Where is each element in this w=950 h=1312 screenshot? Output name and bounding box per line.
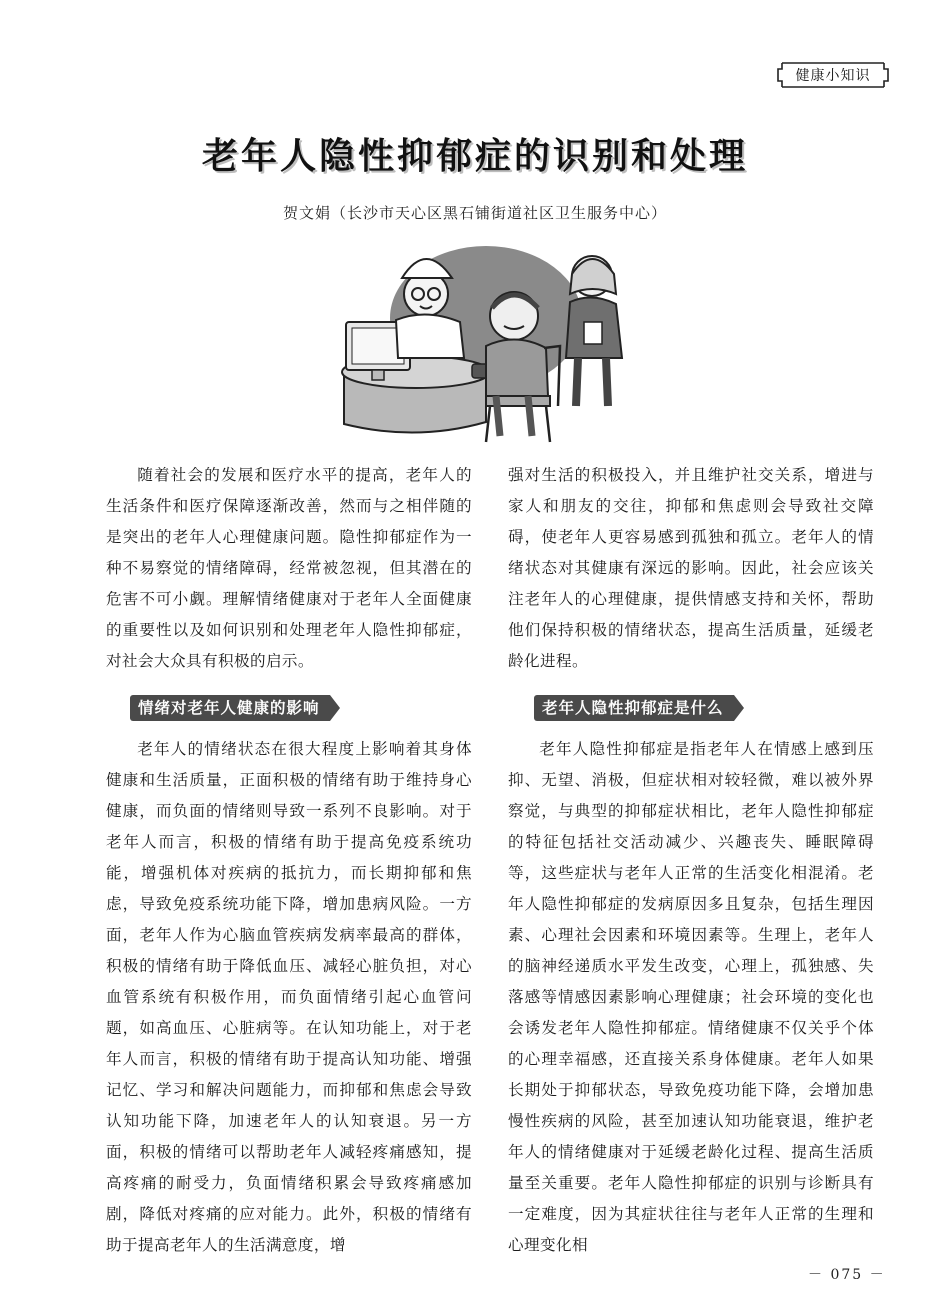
intro-paragraph: 随着社会的发展和医疗水平的提高，老年人的生活条件和医疗保障逐渐改善，然而与之相伴随的是突出的老年人心理健康问题。隐性抑郁症作为一种不易察觉的情绪障碍，经常被忽视，但其潜在的危害不可小觑。理解情绪健康对于老年人全面健康的重要性以及如何识别和处理老年人隐性抑郁症，对社会大众具有积极的启示。	[106, 466, 472, 670]
intro-paragraph-continued: 强对生活的积极投入，并且维护社交关系，增进与家人和朋友的交往，抑郁和焦虑则会导致社交障碍，使老年人更容易感到孤独和孤立。老年人的情绪状态对其健康有深远的影响。因此，社会应该关注老年人的心理健康，提供情感支持和关怀，帮助他们保持积极的情绪状态，提高生活质量，延缓老龄化进程。	[508, 466, 874, 670]
section-heading-label: 老年人隐性抑郁症是什么	[534, 695, 734, 721]
section1-paragraph: 老年人的情绪状态在很大程度上影响着其身体健康和生活质量，正面积极的情绪有助于维持身心健康，而负面的情绪则导致一系列不良影响。对于老年人而言，积极的情绪有助于提高免疫系统功能，增强机体对疾病的抵抗力，而长期抑郁和焦虑，导致免疫系统功能下降，增加患病风险。一方面，老年人作为心脑血管疾病发病率最高的群体，积极的情绪有助于降低血压、减轻心脏负担，对心血管系统有积极作用，而负面情绪引起心血管问题，如高血压、心脏病等。在认知功能上，对于老年人而言，积极的情绪有助于提高认知功能、增强记忆、学习和解决问题能力，而抑郁和焦虑会导致认知功能下降，加速老年人的认知衰退。另一方面，积极的情绪可以帮助老年人减轻疼痛感知，提高疼痛的耐受力，负面情绪积累会导致疼痛感加剧，降低对疼痛的应对能力。此外，积极的情绪有助于提高老年人的生活满意度，增	[106, 740, 472, 1254]
intro-column-right	[508, 460, 874, 677]
heading-arrow-tip	[330, 695, 340, 721]
section1-body-column	[106, 734, 472, 1261]
section-heading-emotion-impact	[130, 695, 340, 721]
heading-arrow-tip	[734, 695, 744, 721]
category-tag	[776, 60, 890, 90]
section2-paragraph: 老年人隐性抑郁症是指老年人在情感上感到压抑、无望、消极，但症状相对较轻微，难以被外界察觉，与典型的抑郁症状相比，老年人隐性抑郁症的特征包括社交活动减少、兴趣丧失、睡眠障碍等，这些症状与老年人正常的生活变化相混淆。老年人隐性抑郁症的发病原因多且复杂，包括生理因素、心理社会因素和环境因素等。生理上，老年人的脑神经递质水平发生改变，心理上，孤独感、失落感等情感因素影响心理健康；社会环境的变化也会诱发老年人隐性抑郁症。情绪健康不仅关乎个体的心理幸福感，还直接关系身体健康。老年人如果长期处于抑郁状态，导致免疫功能下降，会增加患慢性疾病的风险，甚至加速认知功能衰退，维护老年人的情绪健康对于延缓老龄化过程、提高生活质量至关重要。老年人隐性抑郁症的识别与诊断具有一定难度，因为其症状往往与老年人正常的生理和心理变化相	[508, 740, 874, 1254]
doctor-patient-illustration	[336, 236, 636, 446]
article-author: 贺文娟（长沙市天心区黑石铺街道社区卫生服务中心）	[282, 204, 667, 222]
category-tag-label: 健康小知识	[795, 68, 871, 84]
section-heading-label: 情绪对老年人健康的影响	[130, 695, 330, 721]
section2-body-column	[508, 734, 874, 1261]
article-title: 老年人隐性抑郁症的识别和处理	[201, 136, 748, 177]
intro-column-left	[106, 460, 472, 677]
page-number: － 075 －	[808, 1267, 886, 1283]
section-heading-hidden-depression	[534, 695, 744, 721]
